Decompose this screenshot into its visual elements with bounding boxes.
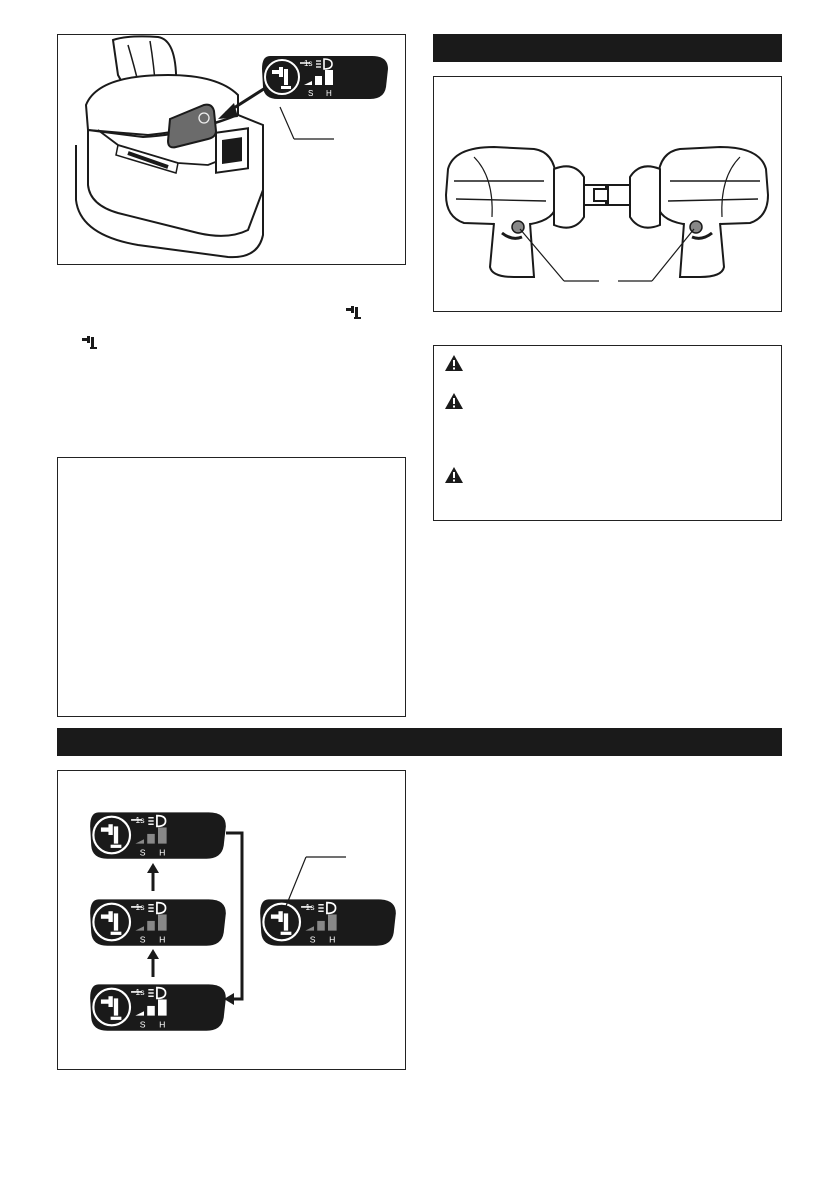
warning-icon	[444, 392, 464, 410]
note-box	[57, 457, 406, 717]
panel-soft-label: S	[308, 89, 314, 98]
operation-panel-mode-1	[88, 809, 228, 861]
section-header-bar	[433, 34, 782, 62]
two-tools-illustration	[434, 77, 780, 310]
panel-soft-label: S	[309, 934, 316, 945]
panel-time-label: 1s	[304, 59, 313, 68]
section-header-bar	[57, 728, 782, 756]
operation-panel-mode-2	[88, 896, 228, 948]
panel-soft-label: S	[139, 934, 146, 945]
impact-mode-icon	[346, 304, 362, 320]
panel-time-label: 1s	[135, 815, 145, 826]
figure-switch-button	[57, 34, 406, 265]
panel-time-label: 1s	[135, 902, 145, 913]
panel-time-label: 1s	[305, 902, 315, 913]
figure-reversing-switch	[433, 76, 782, 312]
panel-hard-label: H	[329, 934, 336, 945]
panel-hard-label: H	[159, 847, 166, 858]
operation-panel	[260, 53, 390, 101]
operation-panel-mode-3	[88, 981, 228, 1033]
leader-line	[278, 855, 358, 915]
panel-hard-label: H	[159, 1019, 166, 1030]
figure-mode-change	[57, 770, 406, 1070]
panel-hard-label: H	[159, 934, 166, 945]
panel-soft-label: S	[139, 1019, 146, 1030]
warning-icon	[444, 354, 464, 372]
impact-mode-icon	[82, 334, 98, 350]
arrow-return-icon	[222, 827, 250, 1007]
panel-time-label: 1s	[135, 987, 145, 998]
arrow-up-icon	[147, 863, 159, 891]
panel-hard-label: H	[326, 89, 332, 98]
caution-box	[433, 345, 782, 521]
warning-icon	[444, 466, 464, 484]
panel-soft-label: S	[139, 847, 146, 858]
arrow-up-icon	[147, 949, 159, 977]
